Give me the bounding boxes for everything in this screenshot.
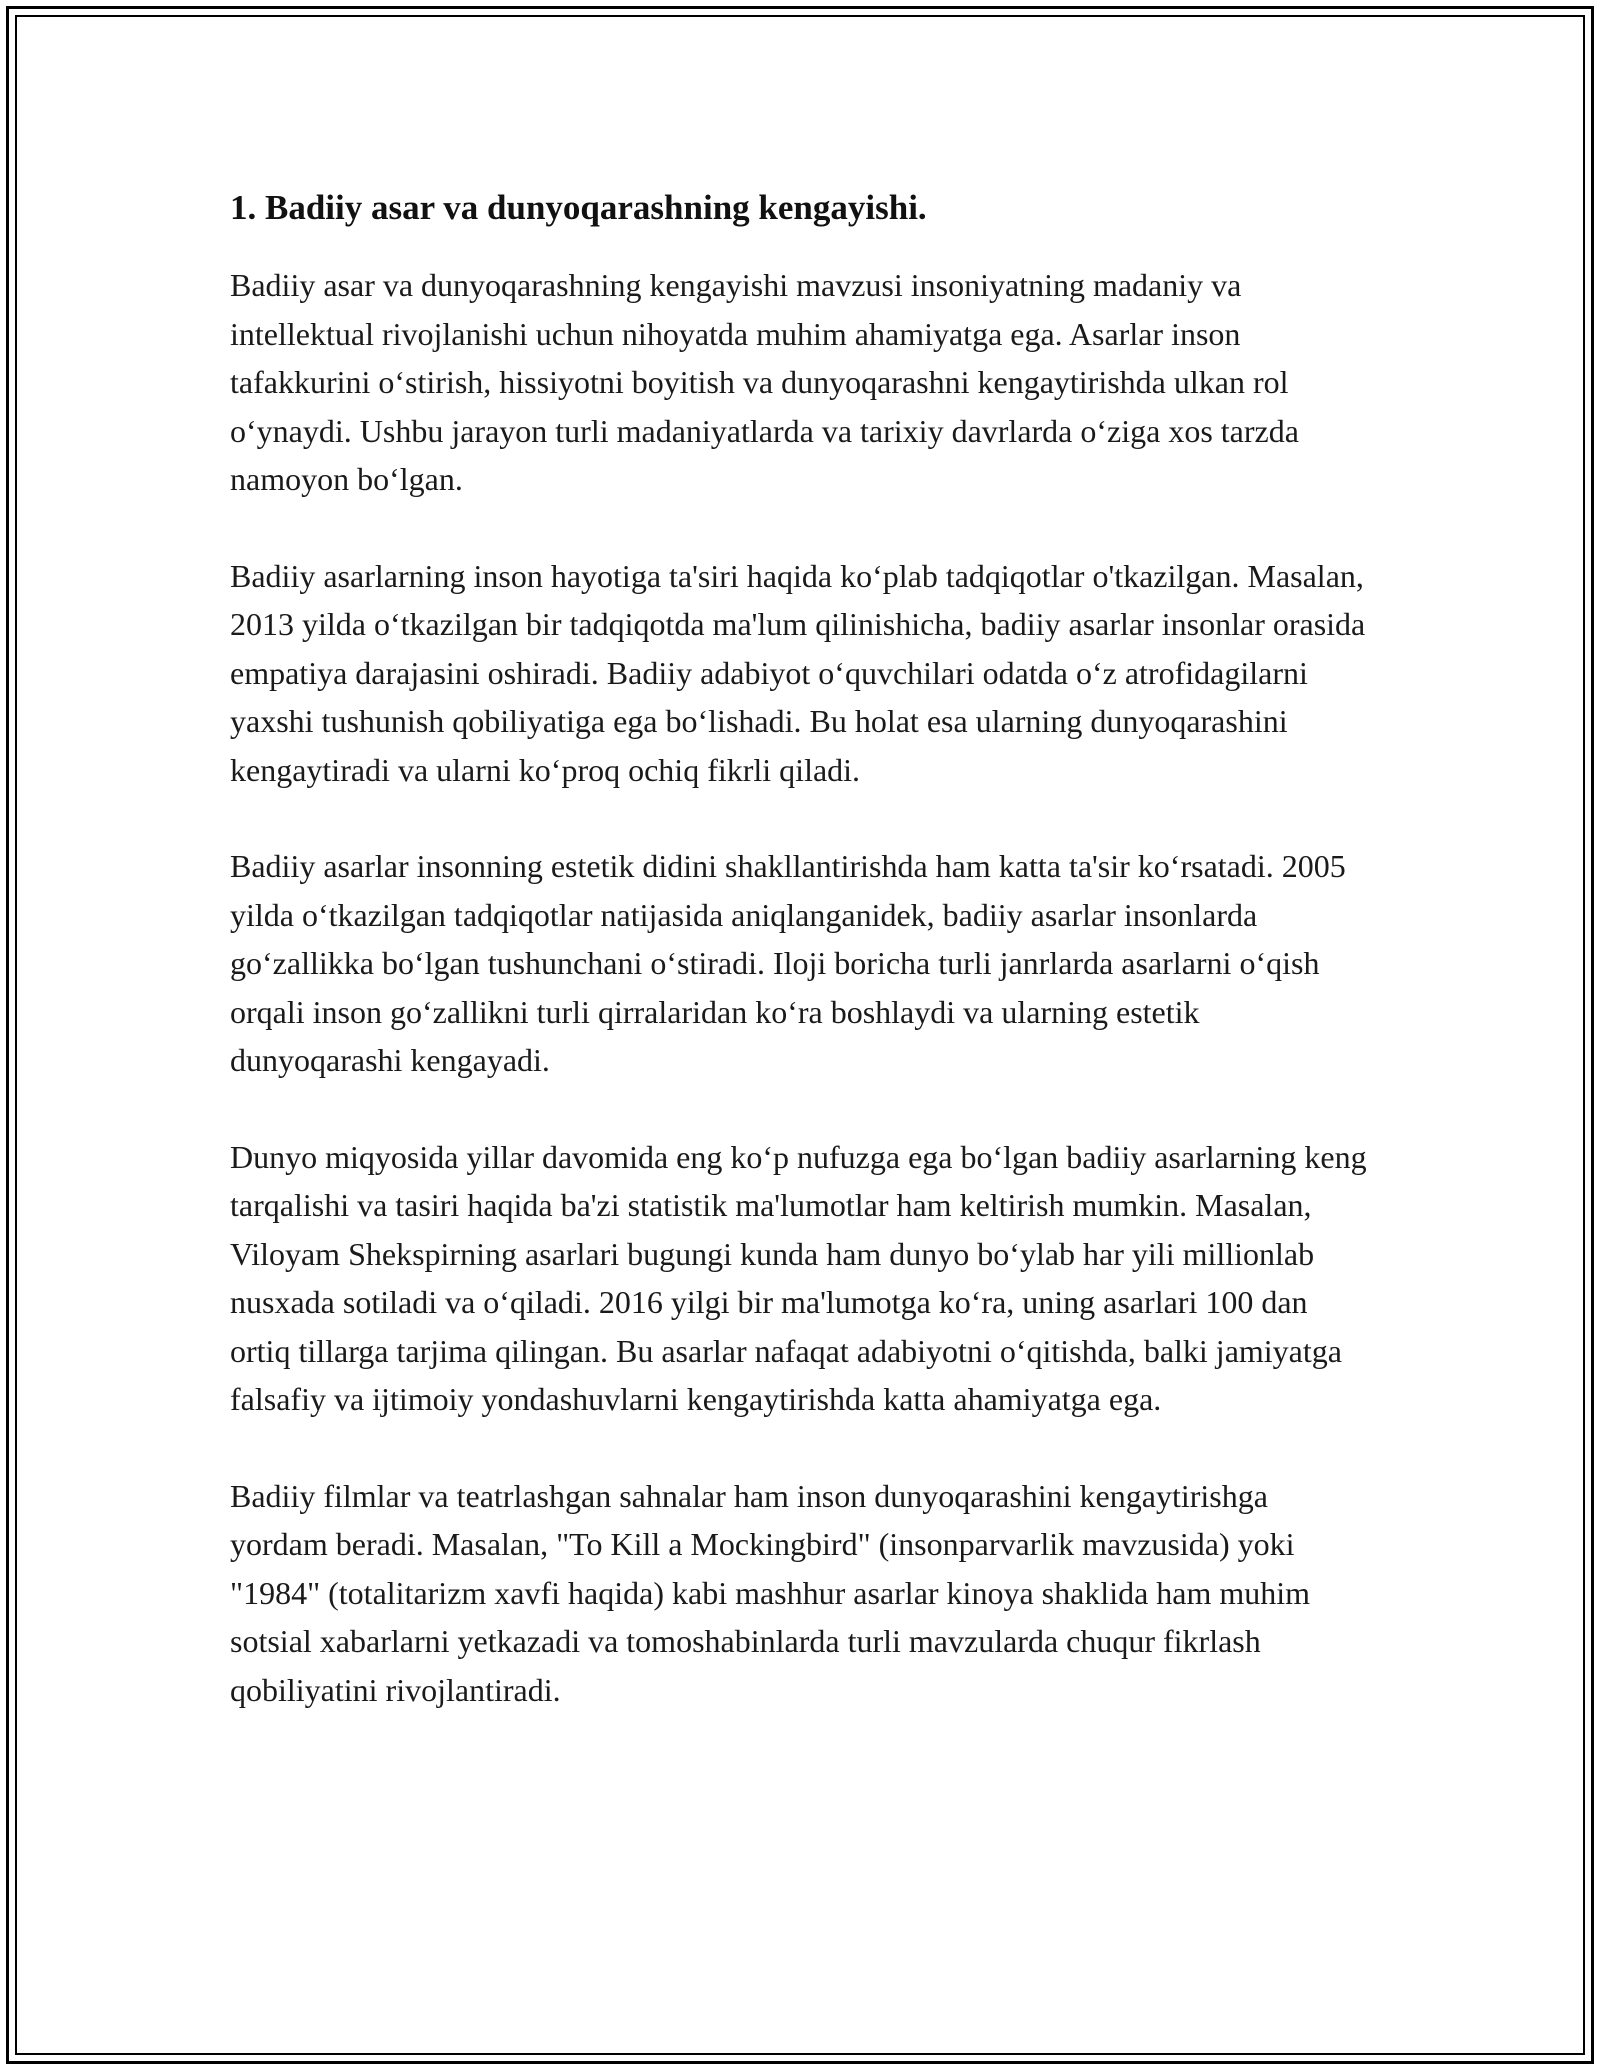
document-body bbox=[230, 183, 1370, 1714]
paragraph-intro: Badiiy asar va dunyoqarashning kengayishi mavzusi insoniyatning madaniy va intellektual rivojlanishi uchun nihoyatda muhim ahamiyatga ega. Asarlar inson tafakkurini o‘stirish, hissiyotni boyitish va dunyoqarashni kengaytirishda ulkan rol o‘ynaydi. Ushbu jarayon turli madaniyatlarda va tarixiy davrlarda o‘ziga xos tarzda namoyon bo‘lgan. bbox=[230, 267, 1299, 497]
section-title: 1. Badiiy asar va dunyoqarashning kengayishi. bbox=[230, 188, 927, 227]
paragraph-films-theatre: Badiiy filmlar va teatrlashgan sahnalar ham inson dunyoqarashini kengaytirishga yordam beradi. Masalan, "To Kill a Mockingbird" (insonparvarlik mavzusida) yoki "1984" (totalitarizm xavfi haqida) kabi mashhur asarlar kinoya shaklida ham muhim sotsial xabarlarni yetkazadi va tomoshabinlarda turli mavzularda chuqur fikrlash qobiliyatini rivojlantiradi. bbox=[230, 1477, 1311, 1708]
paragraph-empathy-research: Badiiy asarlarning inson hayotiga ta'siri haqida ko‘plab tadqiqotlar o'tkazilgan. Masalan, 2013 yilda o‘tkazilgan bir tadqiqotda ma'lum qilinishicha, badiiy asarlar insonlar orasida empatiya darajasini oshiradi. Badiiy adabiyot o‘quvchilari odatda o‘z atrofidagilarni yaxshi tushunish qobiliyatiga ega bo‘lishadi. Bu holat esa ularning dunyoqarashini kengaytiradi va ularni ko‘proq ochiq fikrli qiladi. bbox=[230, 557, 1366, 788]
paragraph-aesthetic-taste: Badiiy asarlar insonning estetik didini shakllantirishda ham katta ta'sir ko‘rsatadi. 2005 yilda o‘tkazilgan tadqiqotlar natijasida aniqlanganidek, badiiy asarlar insonlarda go‘zallikka bo‘lgan tushunchani o‘stiradi. Iloji boricha turli janrlarda asarlarni o‘qish orqali inson go‘zallikni turli qirralaridan ko‘ra boshlaydi va ularning estetik dunyoqarashi kengayadi. bbox=[230, 848, 1346, 1078]
paragraph-shakespeare-statistics: Dunyo miqyosida yillar davomida eng ko‘p nufuzga ega bo‘lgan badiiy asarlarning keng tarqalishi va tasiri haqida ba'zi statistik ma'lumotlar ham keltirish mumkin. Masalan, Viloyam Shekspirning asarlari bugungi kunda ham dunyo bo‘ylab har yili millionlab nusxada sotiladi va o‘qiladi. 2016 yilgi bir ma'lumotga ko‘ra, uning asarlari 100 dan ortiq tillarga tarjima qilingan. Bu asarlar nafaqat adabiyotni o‘qitishda, balki jamiyatga falsafiy va ijtimoiy yondashuvlarni kengaytirishda katta ahamiyatga ega. bbox=[230, 1138, 1367, 1417]
